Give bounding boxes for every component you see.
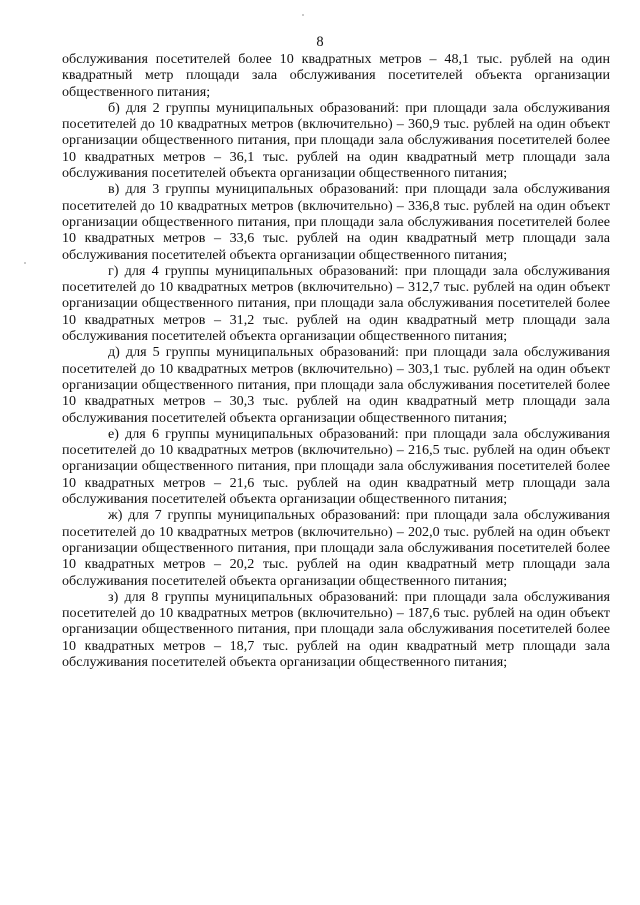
- paragraph-item-d: д) для 5 группы муниципальных образований: при площади зала обслуживания посетителей до 10 квадратных метров (включительно) – 303,1 тыс. рублей на один объект организации общественного питания, при площади зала обслуживания посетителей более 10 квадратных метров – 30,3 тыс. рублей на один квадратный метр площади зала обслуживания посетителей объекта организации общественного питания;: [62, 344, 610, 426]
- page-number: 8: [316, 34, 324, 50]
- paragraph-item-g: г) для 4 группы муниципальных образований: при площади зала обслуживания посетителей до 10 квадратных метров (включительно) – 312,7 тыс. рублей на один объект организации общественного питания, при площади зала обслуживания посетителей более 10 квадратных метров – 31,2 тыс. рублей на один квадратный метр площади зала обслуживания посетителей объекта организации общественного питания;: [62, 262, 610, 345]
- document-body: [62, 51, 610, 670]
- paragraph-continuation: обслуживания посетителей более 10 квадратных метров – 48,1 тыс. рублей на один квадратный метр площади зала обслуживания посетителей объекта организации общественного питания;: [62, 51, 610, 100]
- scan-speck: [302, 14, 304, 16]
- scan-speck: [24, 262, 26, 264]
- paragraph-item-z: з) для 8 группы муниципальных образований: при площади зала обслуживания посетителей до 10 квадратных метров (включительно) – 187,6 тыс. рублей на один объект организации общественного питания, при площади зала обслуживания посетителей более 10 квадратных метров – 18,7 тыс. рублей на один квадратный метр площади зала обслуживания посетителей объекта организации общественного питания;: [62, 588, 610, 670]
- paragraph-item-e: е) для 6 группы муниципальных образований: при площади зала обслуживания посетителей до 10 квадратных метров (включительно) – 216,5 тыс. рублей на один объект организации общественного питания, при площади зала обслуживания посетителей более 10 квадратных метров – 21,6 тыс. рублей на один квадратный метр площади зала обслуживания посетителей объекта организации общественного питания;: [62, 425, 610, 508]
- paragraph-item-v: в) для 3 группы муниципальных образований: при площади зала обслуживания посетителей до 10 квадратных метров (включительно) – 336,8 тыс. рублей на один объект организации общественного питания, при площади зала обслуживания посетителей более 10 квадратных метров – 33,6 тыс. рублей на один квадратный метр площади зала обслуживания посетителей объекта организации общественного питания;: [62, 181, 610, 263]
- paragraph-item-b: б) для 2 группы муниципальных образований: при площади зала обслуживания посетителей до 10 квадратных метров (включительно) – 360,9 тыс. рублей на один объект организации общественного питания, при площади зала обслуживания посетителей более 10 квадратных метров – 36,1 тыс. рублей на один квадратный метр площади зала обслуживания посетителей объекта организации общественного питания;: [62, 99, 610, 182]
- paragraph-item-zh: ж) для 7 группы муниципальных образований: при площади зала обслуживания посетителей до 10 квадратных метров (включительно) – 202,0 тыс. рублей на один объект организации общественного питания, при площади зала обслуживания посетителей более 10 квадратных метров – 20,2 тыс. рублей на один квадратный метр площади зала обслуживания посетителей объекта организации общественного питания;: [62, 507, 610, 589]
